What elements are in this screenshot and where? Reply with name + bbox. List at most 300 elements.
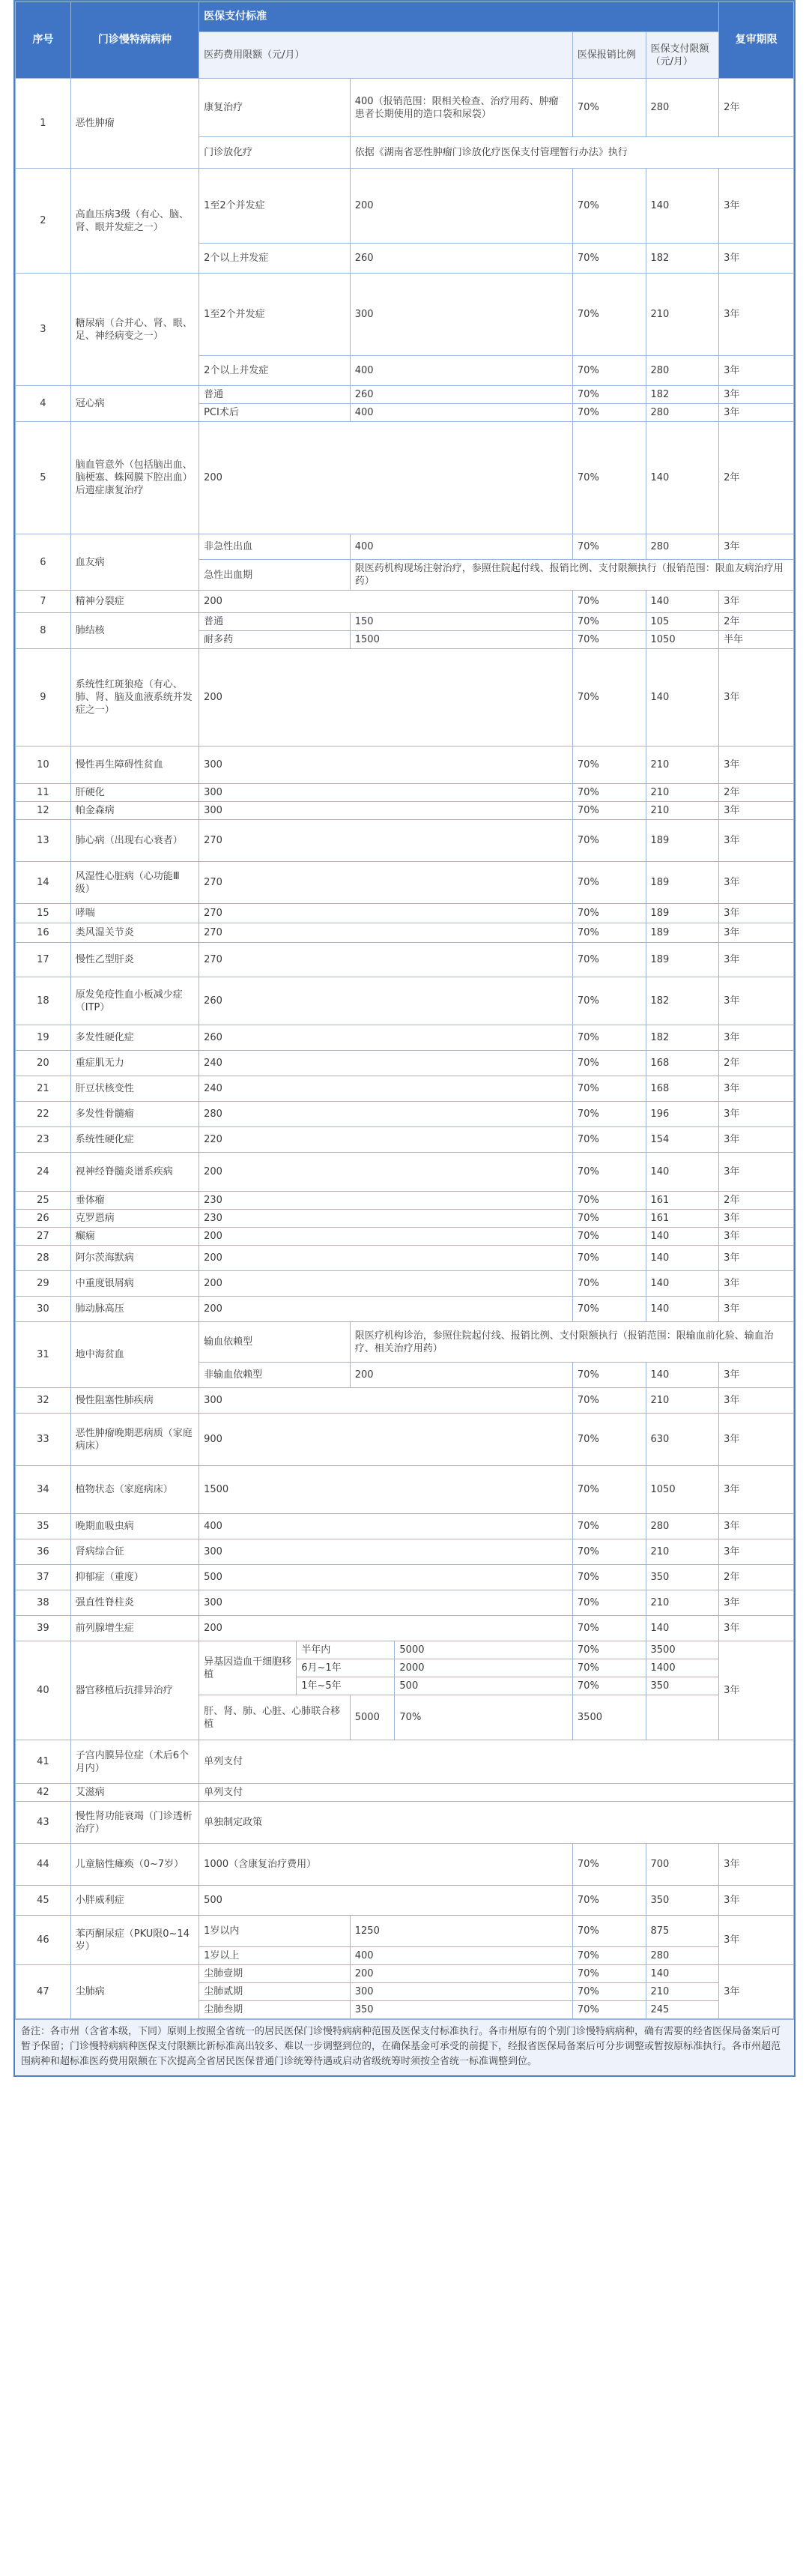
reimburse-ratio: 70% xyxy=(572,356,646,386)
condition: 1岁以上 xyxy=(199,1947,351,1965)
review-period: 3年 xyxy=(719,1228,794,1246)
review-period: 3年 xyxy=(719,1363,794,1388)
pay-limit: 140 xyxy=(646,169,719,244)
pay-limit: 196 xyxy=(646,1102,719,1127)
row-index: 3 xyxy=(16,274,71,386)
disease-name: 慢性乙型肝炎 xyxy=(70,943,199,977)
review-period: 3年 xyxy=(719,1514,794,1539)
disease-name: 脑血管意外（包括脑出血、脑梗塞、蛛网膜下腔出血）后遗症康复治疗 xyxy=(70,422,199,534)
review-period: 2年 xyxy=(719,1192,794,1210)
policy-note: 限医药机构现场注射治疗，参照住院起付线、报销比例、支付限额执行（报销范围：限血友病治疗用药） xyxy=(350,560,793,591)
fee-limit: 350 xyxy=(350,2001,572,2019)
pay-limit: 140 xyxy=(646,649,719,746)
table-row xyxy=(16,1322,794,1363)
pay-limit: 140 xyxy=(646,1297,719,1322)
disease-name: 原发免疫性血小板减少症（ITP） xyxy=(70,977,199,1025)
table-row xyxy=(16,1210,794,1228)
fee-limit: 500 xyxy=(395,1677,573,1695)
fee-limit: 200 xyxy=(350,1363,572,1388)
fee-limit: 230 xyxy=(199,1210,573,1228)
reimburse-ratio: 70% xyxy=(395,1695,573,1740)
pay-limit: 210 xyxy=(646,1539,719,1565)
condition: 2个以上并发症 xyxy=(199,356,351,386)
fee-limit: 400 xyxy=(350,404,572,422)
reimburse-ratio: 70% xyxy=(572,1514,646,1539)
fee-limit: 400 xyxy=(350,356,572,386)
header-fee-limit: 医药费用限额（元/月） xyxy=(199,32,573,79)
table-row xyxy=(16,1784,794,1802)
table-row xyxy=(16,79,794,137)
condition: 1岁以内 xyxy=(199,1916,351,1947)
fee-limit: 400（报销范围：限相关检查、治疗用药、肿瘤患者长期使用的造口袋和尿袋） xyxy=(350,79,572,137)
review-period: 3年 xyxy=(719,356,794,386)
disease-name: 视神经脊髓炎谱系疾病 xyxy=(70,1153,199,1192)
fee-limit: 260 xyxy=(199,1025,573,1051)
row-index: 23 xyxy=(16,1127,71,1153)
pay-limit: 189 xyxy=(646,923,719,943)
review-period: 3年 xyxy=(719,820,794,862)
fee-limit: 260 xyxy=(350,244,572,274)
header-payment-standard: 医保支付标准 xyxy=(199,2,719,32)
fee-limit: 200 xyxy=(350,169,572,244)
table-row xyxy=(16,274,794,356)
review-period: 3年 xyxy=(719,746,794,784)
row-index: 8 xyxy=(16,613,71,649)
row-index: 20 xyxy=(16,1051,71,1076)
fee-limit: 1500 xyxy=(350,631,572,649)
table-row xyxy=(16,169,794,244)
review-period: 3年 xyxy=(719,1076,794,1102)
table-row xyxy=(16,1916,794,1947)
table-row xyxy=(16,820,794,862)
disease-name: 哮喘 xyxy=(70,904,199,923)
reimburse-ratio: 70% xyxy=(572,1616,646,1641)
disease-name: 多发性硬化症 xyxy=(70,1025,199,1051)
pay-limit: 280 xyxy=(646,404,719,422)
reimburse-ratio: 70% xyxy=(572,1641,646,1659)
table-row xyxy=(16,1192,794,1210)
row-index: 32 xyxy=(16,1388,71,1414)
period-label: 6月~1年 xyxy=(297,1659,395,1677)
condition: 尘肺贰期 xyxy=(199,1983,351,2001)
review-period: 3年 xyxy=(719,904,794,923)
disease-name: 恶性肿瘤 xyxy=(70,79,199,169)
review-period: 3年 xyxy=(719,534,794,560)
fee-limit: 270 xyxy=(199,862,573,904)
pay-limit: 700 xyxy=(646,1844,719,1886)
disease-name: 晚期血吸虫病 xyxy=(70,1514,199,1539)
disease-name: 小胖威利症 xyxy=(70,1886,199,1916)
row-index: 16 xyxy=(16,923,71,943)
fee-limit: 240 xyxy=(199,1076,573,1102)
pay-limit: 105 xyxy=(646,613,719,631)
reimburse-ratio: 70% xyxy=(572,862,646,904)
pay-limit: 210 xyxy=(646,1983,719,2001)
row-index: 46 xyxy=(16,1916,71,1965)
review-period: 3年 xyxy=(719,1590,794,1616)
reimburse-ratio: 70% xyxy=(572,1051,646,1076)
fee-limit: 5000 xyxy=(350,1695,395,1740)
table-row xyxy=(16,1127,794,1153)
disease-name: 肺心病（出现右心衰者） xyxy=(70,820,199,862)
fee-limit: 400 xyxy=(350,534,572,560)
review-period: 3年 xyxy=(719,1466,794,1514)
row-index: 19 xyxy=(16,1025,71,1051)
condition: 普通 xyxy=(199,613,351,631)
pay-limit: 182 xyxy=(646,386,719,404)
table-row xyxy=(16,1802,794,1844)
table-row xyxy=(16,1514,794,1539)
review-period: 3年 xyxy=(719,1965,794,2019)
row-index: 42 xyxy=(16,1784,71,1802)
reimburse-ratio: 70% xyxy=(572,1659,646,1677)
reimburse-ratio: 70% xyxy=(572,1983,646,2001)
table-row xyxy=(16,977,794,1025)
review-period: 3年 xyxy=(719,923,794,943)
row-index: 27 xyxy=(16,1228,71,1246)
review-period: 3年 xyxy=(719,1025,794,1051)
condition: PCI术后 xyxy=(199,404,351,422)
reimburse-ratio: 70% xyxy=(572,1414,646,1466)
pay-limit: 154 xyxy=(646,1127,719,1153)
pay-limit: 189 xyxy=(646,904,719,923)
condition: 非急性出血 xyxy=(199,534,351,560)
table-row xyxy=(16,1886,794,1916)
pay-limit: 350 xyxy=(646,1677,719,1695)
reimburse-ratio: 70% xyxy=(572,169,646,244)
policy-note: 单独制定政策 xyxy=(199,1802,794,1844)
fee-limit: 200 xyxy=(199,1297,573,1322)
reimburse-ratio: 70% xyxy=(572,1228,646,1246)
reimburse-ratio: 70% xyxy=(572,820,646,862)
condition: 门诊放化疗 xyxy=(199,137,351,169)
reimburse-ratio: 70% xyxy=(572,649,646,746)
table-row xyxy=(16,904,794,923)
disease-name: 高血压病3级（有心、脑、肾、眼并发症之一） xyxy=(70,169,199,274)
pay-limit: 182 xyxy=(646,244,719,274)
fee-limit: 1500 xyxy=(199,1466,573,1514)
fee-limit: 300 xyxy=(199,784,573,802)
reimburse-ratio: 70% xyxy=(572,784,646,802)
fee-limit: 400 xyxy=(350,1947,572,1965)
policy-table-sheet xyxy=(13,0,796,2077)
policy-note: 单列支付 xyxy=(199,1784,794,1802)
header-reimburse-ratio: 医保报销比例 xyxy=(572,32,646,79)
condition: 尘肺壹期 xyxy=(199,1965,351,1983)
table-row xyxy=(16,1641,794,1659)
condition: 康复治疗 xyxy=(199,79,351,137)
disease-name: 重症肌无力 xyxy=(70,1051,199,1076)
pay-limit: 280 xyxy=(646,534,719,560)
table-row xyxy=(16,1414,794,1466)
row-index: 28 xyxy=(16,1246,71,1271)
pay-limit: 245 xyxy=(646,2001,719,2019)
disease-name: 肝豆状核变性 xyxy=(70,1076,199,1102)
disease-name: 慢性肾功能衰竭（门诊透析治疗） xyxy=(70,1802,199,1844)
row-index: 12 xyxy=(16,802,71,820)
disease-name: 肝硬化 xyxy=(70,784,199,802)
pay-limit: 875 xyxy=(646,1916,719,1947)
reimburse-ratio: 70% xyxy=(572,1844,646,1886)
review-period: 3年 xyxy=(719,1127,794,1153)
row-index: 1 xyxy=(16,79,71,169)
review-period: 3年 xyxy=(719,1210,794,1228)
disease-name: 风湿性心脏病（心功能Ⅲ级） xyxy=(70,862,199,904)
pay-limit: 140 xyxy=(646,1153,719,1192)
review-period: 2年 xyxy=(719,422,794,534)
fee-limit: 200 xyxy=(199,422,573,534)
table-row xyxy=(16,923,794,943)
fee-limit: 200 xyxy=(199,1616,573,1641)
fee-limit: 200 xyxy=(199,1246,573,1271)
review-period: 3年 xyxy=(719,802,794,820)
disease-name: 苯丙酮尿症（PKU限0~14岁） xyxy=(70,1916,199,1965)
pay-limit: 280 xyxy=(646,356,719,386)
table-row xyxy=(16,1271,794,1297)
pay-limit: 140 xyxy=(646,1363,719,1388)
fee-limit: 200 xyxy=(199,649,573,746)
reimburse-ratio: 70% xyxy=(572,1363,646,1388)
pay-limit: 350 xyxy=(646,1565,719,1590)
review-period: 3年 xyxy=(719,977,794,1025)
header-index: 序号 xyxy=(16,2,71,79)
review-period: 2年 xyxy=(719,784,794,802)
table-row xyxy=(16,1025,794,1051)
pay-limit: 350 xyxy=(646,1886,719,1916)
pay-limit: 182 xyxy=(646,1025,719,1051)
review-period: 3年 xyxy=(719,1297,794,1322)
reimburse-ratio: 70% xyxy=(572,404,646,422)
fee-limit: 1250 xyxy=(350,1916,572,1947)
reimburse-ratio: 70% xyxy=(572,1677,646,1695)
pay-limit: 168 xyxy=(646,1051,719,1076)
reimburse-ratio: 70% xyxy=(572,1271,646,1297)
table-row xyxy=(16,862,794,904)
fee-limit: 300 xyxy=(199,1539,573,1565)
reimburse-ratio: 70% xyxy=(572,1590,646,1616)
pay-limit: 3500 xyxy=(646,1641,719,1659)
disease-name: 儿童脑性瘫痪（0~7岁） xyxy=(70,1844,199,1886)
pay-limit: 140 xyxy=(646,591,719,613)
pay-limit: 161 xyxy=(646,1210,719,1228)
fee-limit: 300 xyxy=(199,802,573,820)
fee-limit: 300 xyxy=(350,274,572,356)
table-body xyxy=(16,79,794,2019)
row-index: 14 xyxy=(16,862,71,904)
fee-limit: 270 xyxy=(199,943,573,977)
policy-note: 依据《湖南省恶性肿瘤门诊放化疗医保支付管理暂行办法》执行 xyxy=(350,137,793,169)
reimburse-ratio: 70% xyxy=(572,904,646,923)
row-index: 26 xyxy=(16,1210,71,1228)
disease-name: 植物状态（家庭病床） xyxy=(70,1466,199,1514)
disease-name: 强直性脊柱炎 xyxy=(70,1590,199,1616)
row-index: 18 xyxy=(16,977,71,1025)
fee-limit: 270 xyxy=(199,923,573,943)
fee-limit: 500 xyxy=(199,1886,573,1916)
reimburse-ratio: 70% xyxy=(572,1102,646,1127)
pay-limit: 1050 xyxy=(646,631,719,649)
pay-limit: 210 xyxy=(646,1388,719,1414)
review-period: 3年 xyxy=(719,1388,794,1414)
row-index: 40 xyxy=(16,1641,71,1740)
fee-limit: 240 xyxy=(199,1051,573,1076)
reimburse-ratio: 70% xyxy=(572,534,646,560)
table-row xyxy=(16,802,794,820)
row-index: 2 xyxy=(16,169,71,274)
row-index: 29 xyxy=(16,1271,71,1297)
fee-limit: 220 xyxy=(199,1127,573,1153)
reimburse-ratio: 70% xyxy=(572,1153,646,1192)
pay-limit: 168 xyxy=(646,1076,719,1102)
pay-limit: 140 xyxy=(646,1228,719,1246)
review-period: 3年 xyxy=(719,274,794,356)
review-period: 半年 xyxy=(719,631,794,649)
row-index: 43 xyxy=(16,1802,71,1844)
disease-name: 精神分裂症 xyxy=(70,591,199,613)
review-period: 3年 xyxy=(719,649,794,746)
table-row xyxy=(16,1246,794,1271)
fee-limit: 500 xyxy=(199,1565,573,1590)
condition: 尘肺叁期 xyxy=(199,2001,351,2019)
reimburse-ratio: 70% xyxy=(572,631,646,649)
pay-limit: 280 xyxy=(646,1514,719,1539)
fee-limit: 300 xyxy=(199,1590,573,1616)
pay-limit: 1400 xyxy=(646,1659,719,1677)
disease-payment-table xyxy=(15,1,794,2019)
header-pay-limit: 医保支付限额（元/月） xyxy=(646,32,719,79)
disease-name: 类风湿关节炎 xyxy=(70,923,199,943)
reimburse-ratio: 70% xyxy=(572,2001,646,2019)
row-index: 22 xyxy=(16,1102,71,1127)
fee-limit: 260 xyxy=(199,977,573,1025)
table-row xyxy=(16,1740,794,1784)
row-index: 33 xyxy=(16,1414,71,1466)
row-index: 11 xyxy=(16,784,71,802)
review-period: 3年 xyxy=(719,404,794,422)
disease-name: 抑郁症（重度） xyxy=(70,1565,199,1590)
table-row xyxy=(16,649,794,746)
row-index: 35 xyxy=(16,1514,71,1539)
table-row xyxy=(16,1051,794,1076)
reimburse-ratio: 70% xyxy=(572,1565,646,1590)
review-period: 2年 xyxy=(719,613,794,631)
reimburse-ratio: 70% xyxy=(572,591,646,613)
row-index: 36 xyxy=(16,1539,71,1565)
condition: 输血依赖型 xyxy=(199,1322,351,1363)
fee-limit: 270 xyxy=(199,904,573,923)
pay-limit: 140 xyxy=(646,422,719,534)
table-row xyxy=(16,1590,794,1616)
fee-limit: 270 xyxy=(199,820,573,862)
review-period: 3年 xyxy=(719,1616,794,1641)
disease-name: 中重度银屑病 xyxy=(70,1271,199,1297)
disease-name: 地中海贫血 xyxy=(70,1322,199,1388)
table-row xyxy=(16,1844,794,1886)
pay-limit: 140 xyxy=(646,1246,719,1271)
disease-name: 克罗恩病 xyxy=(70,1210,199,1228)
table-row xyxy=(16,1228,794,1246)
pay-limit: 280 xyxy=(646,1947,719,1965)
reimburse-ratio: 70% xyxy=(572,1916,646,1947)
table-row xyxy=(16,534,794,560)
table-row xyxy=(16,1965,794,1983)
table-row xyxy=(16,1616,794,1641)
pay-limit: 140 xyxy=(646,1271,719,1297)
condition: 2个以上并发症 xyxy=(199,244,351,274)
fee-limit: 300 xyxy=(199,746,573,784)
review-period: 3年 xyxy=(719,862,794,904)
review-period: 3年 xyxy=(719,1153,794,1192)
condition: 耐多药 xyxy=(199,631,351,649)
disease-name: 系统性红斑狼疮（有心、肺、肾、脑及血液系统并发症之一） xyxy=(70,649,199,746)
reimburse-ratio: 70% xyxy=(572,802,646,820)
condition: 普通 xyxy=(199,386,351,404)
disease-name: 肾病综合征 xyxy=(70,1539,199,1565)
fee-limit: 5000 xyxy=(395,1641,573,1659)
review-period: 3年 xyxy=(719,1886,794,1916)
disease-name: 糖尿病（合并心、肾、眼、足、神经病变之一） xyxy=(70,274,199,386)
row-index: 5 xyxy=(16,422,71,534)
row-index: 7 xyxy=(16,591,71,613)
condition: 肝、肾、肺、心脏、心肺联合移植 xyxy=(199,1695,351,1740)
row-index: 45 xyxy=(16,1886,71,1916)
row-index: 15 xyxy=(16,904,71,923)
fee-limit: 200 xyxy=(199,1153,573,1192)
fee-limit: 300 xyxy=(350,1983,572,2001)
condition: 急性出血期 xyxy=(199,560,351,591)
reimburse-ratio: 70% xyxy=(572,1965,646,1983)
reimburse-ratio: 70% xyxy=(572,977,646,1025)
review-period: 3年 xyxy=(719,244,794,274)
disease-name: 前列腺增生症 xyxy=(70,1616,199,1641)
row-index: 39 xyxy=(16,1616,71,1641)
disease-name: 艾滋病 xyxy=(70,1784,199,1802)
review-period: 3年 xyxy=(719,1102,794,1127)
pay-limit: 210 xyxy=(646,1590,719,1616)
reimburse-ratio: 70% xyxy=(572,1466,646,1514)
table-row xyxy=(16,1539,794,1565)
row-index: 34 xyxy=(16,1466,71,1514)
pay-limit: 140 xyxy=(646,1965,719,1983)
disease-name: 器官移植后抗排异治疗 xyxy=(70,1641,199,1740)
pay-limit: 189 xyxy=(646,862,719,904)
review-period: 3年 xyxy=(719,386,794,404)
condition: 1至2个并发症 xyxy=(199,274,351,356)
reimburse-ratio: 70% xyxy=(572,613,646,631)
fee-limit: 200 xyxy=(199,1271,573,1297)
row-index: 10 xyxy=(16,746,71,784)
reimburse-ratio: 70% xyxy=(572,1210,646,1228)
review-period: 3年 xyxy=(719,1414,794,1466)
header-review-period: 复审期限 xyxy=(719,2,794,79)
fee-limit: 260 xyxy=(350,386,572,404)
condition: 非输血依赖型 xyxy=(199,1363,351,1388)
row-index: 38 xyxy=(16,1590,71,1616)
pay-limit: 161 xyxy=(646,1192,719,1210)
review-period: 3年 xyxy=(719,1916,794,1965)
reimburse-ratio: 70% xyxy=(572,1246,646,1271)
pay-limit: 210 xyxy=(646,274,719,356)
reimburse-ratio: 70% xyxy=(572,943,646,977)
review-period: 3年 xyxy=(719,1641,794,1740)
table-row xyxy=(16,1565,794,1590)
table-row xyxy=(16,613,794,631)
row-index: 31 xyxy=(16,1322,71,1388)
row-index: 30 xyxy=(16,1297,71,1322)
row-index: 6 xyxy=(16,534,71,591)
table-row xyxy=(16,1388,794,1414)
row-index: 17 xyxy=(16,943,71,977)
